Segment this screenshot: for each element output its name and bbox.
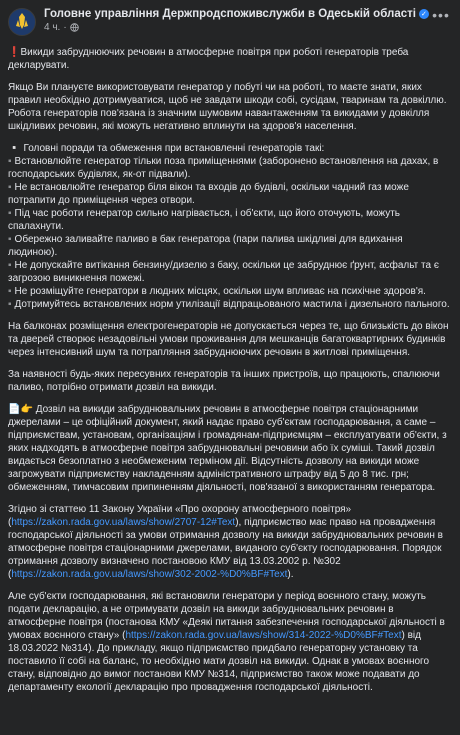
page-name[interactable]: Головне управління Держпродспоживслужби в Одеській області bbox=[44, 8, 416, 20]
tips-block: ▫️ Головні поради та обмеження при встановленні генераторів такі: ▪ Встановлюйте генератор тільки поза приміщеннями (заборонено встановлення на дахах, в господарських будівлях, як-от підвали). ▪ Не встановлюйте генератор біля вікон та входів до будівлі, оскільки чадний газ може потрапити до приміщення через отвори. ▪ Під час роботи генератор сильно нагрівається, і об'єкти, що його оточують, можуть спалахнути. ▪ Обережно заливайте паливо в бак генератора (пари палива шкідливі для вдихання людиною). ▪ Не допускайте витікання бензину/дизелю з баку, оскільки це забруднює ґрунт, асфальт та є загрозою виникнення пожежі. ▪ Не розміщуйте генератори в людних місцях, оскільки шум впливає на психічне здоров'я. ▪ Дотримуйтесь встановлених норм утилізації відпрацьованого мастила і дизельного пального. bbox=[8, 143, 450, 310]
page-avatar[interactable] bbox=[8, 8, 36, 36]
verified-badge-icon: ✓ bbox=[419, 9, 429, 19]
more-options-icon[interactable]: ••• bbox=[432, 7, 450, 23]
tip-item: Не встановлюйте генератор біля вікон та входів до будівлі, оскільки чадний газ може потрапити до приміщення через отвори. bbox=[8, 182, 409, 206]
intro-paragraph: ❗Викиди забруднюючих речовин в атмосферне повітря при роботі генераторів треба декларувати. bbox=[8, 47, 409, 71]
dash-icon: ▪ bbox=[8, 208, 12, 219]
dash-icon: ▪ bbox=[8, 286, 12, 297]
law-paragraph: Згідно зі статтею 11 Закону України «Про охорону атмосферного повітря» (https://zakon.rada.gov.ua/laws/show/2707-12#Text), підприємство має право на провадження господарської діяльності за умови отримання дозволу на викиди забруднювальних речовин в атмосферне повітря стаціонарними джерелами, виданого суб'єкту господарювання. Порядок отримання дозволу визначено постановою КМУ від 13.03.2002 р. №302 (https://zakon.rada.gov.ua/laws/show/302-2002-%D0%BF#Text). bbox=[8, 504, 443, 580]
tip-item: Обережно заливайте паливо в бак генератора (пари палива шкідливі для вдихання людиною). bbox=[8, 234, 403, 258]
dash-icon: ▪ bbox=[8, 156, 12, 167]
globe-icon bbox=[70, 23, 79, 32]
tip-item: Дотримуйтесь встановлених норм утилізації відпрацьованого мастила і дизельного пального. bbox=[14, 299, 450, 310]
post-time[interactable]: 4 ч. bbox=[44, 22, 61, 33]
law-link-2707[interactable]: https://zakon.rada.gov.ua/laws/show/2707-12#Text bbox=[11, 517, 236, 528]
document-pointing-icon: 📄👉 bbox=[8, 404, 33, 415]
coat-of-arms-icon bbox=[11, 11, 33, 33]
bullet-icon: ▫️ bbox=[8, 143, 21, 154]
tip-item: Не допускайте витікання бензину/дизелю з баку, оскільки це забруднює ґрунт, асфальт та є загрозою виникнення пожежі. bbox=[8, 260, 439, 284]
permit-paragraph: 📄👉 Дозвіл на викиди забруднювальних речовин в атмосферне повітря стаціонарними джерелами – це офіційний документ, який надає право суб'єктам господарювання, а саме – підприємствам, установам, організаціям і громадянам-підприємцям – експлуатувати об'єкти, з яких надходять в атмосферне повітря забруднювальні речовини або їх суміші. Такий дозвіл видається безоплатно з необмеженим терміном дії. Відсутність дозволу на викиди може загрожувати підприємству накладенням адміністративного штрафу від 5 до 8 тис. грн; обмеженням, тимчасовим припиненням діяльності, пов'язаної з використанням генератора. bbox=[8, 404, 447, 493]
dash-icon: ▪ bbox=[8, 260, 12, 271]
declaration-paragraph: Але суб'єкти господарювання, які встановили генератори у період воєнного стану, можуть подати декларацію, а не отримувати дозвіл на викиди забруднювальних речовин в атмосферне повітря (постанова КМУ «Деякі питання забезпечення господарської діяльності в умовах воєнного стану» (https://zakon.rada.gov.ua/laws/show/314-2022-%D0%BF#Text) від 18.03.2022 №314). До прикладу, якщо підприємство придбало генераторну установку та поставило її собі на баланс, то необхідно мати дозвіл на викиди. Однак в умовах воєнного стану, відповідно до вимог постанови КМУ №314, підприємство також може подавати до департаменту екології декларацію про провадження господарської діяльності. bbox=[8, 591, 445, 693]
dash-icon: ▪ bbox=[8, 182, 12, 193]
exclamation-icon: ❗ bbox=[8, 47, 21, 58]
post-header: Головне управління Держпродспоживслужби в Одеській області ✓ 4 ч. · ••• bbox=[8, 8, 452, 44]
law-link-302[interactable]: https://zakon.rada.gov.ua/laws/show/302-2002-%D0%BF#Text bbox=[11, 569, 288, 580]
tip-item: Під час роботи генератор сильно нагрівається, і об'єкти, що його оточують, можуть спалахнути. bbox=[8, 208, 401, 232]
law-link-314[interactable]: https://zakon.rada.gov.ua/laws/show/314-2022-%D0%BF#Text bbox=[125, 630, 402, 641]
dash-icon: ▪ bbox=[8, 299, 12, 310]
dash-icon: ▪ bbox=[8, 234, 12, 245]
tip-item: Встановлюйте генератор тільки поза приміщеннями (заборонено встановлення на дахах, в господарських будівлях, як-от підвали). bbox=[8, 156, 439, 180]
paragraph: На балконах розміщення електрогенераторів не допускається через те, що близькість до вікон та дверей створює незадовільні умови проживання для мешканців багатоквартирних будинків через інтенсивний шум та потрапляння забруднюючих речовин в житлові приміщення. bbox=[8, 321, 449, 358]
paragraph: За наявності будь-яких пересувних генераторів та інших пристроїв, що працюють, спалюючи паливо, потрібно отримати дозвіл на викиди. bbox=[8, 369, 440, 393]
post-body bbox=[8, 46, 452, 694]
tip-item: Не розміщуйте генератори в людних місцях, оскільки шум впливає на психічне здоров'я. bbox=[14, 286, 426, 297]
paragraph: Якщо Ви плануєте використовувати генератор у побуті чи на роботі, то маєте знати, яких правил необхідно дотримуватися, щоб не завдати шкоди собі, сусідам, тваринам та довкіллю. Робота генераторів пов'язана із значним шумовим навантаженням та викидами у довкілля шкідливих речовин, які можуть негативно вплинути на здоров'я населення. bbox=[8, 82, 447, 132]
